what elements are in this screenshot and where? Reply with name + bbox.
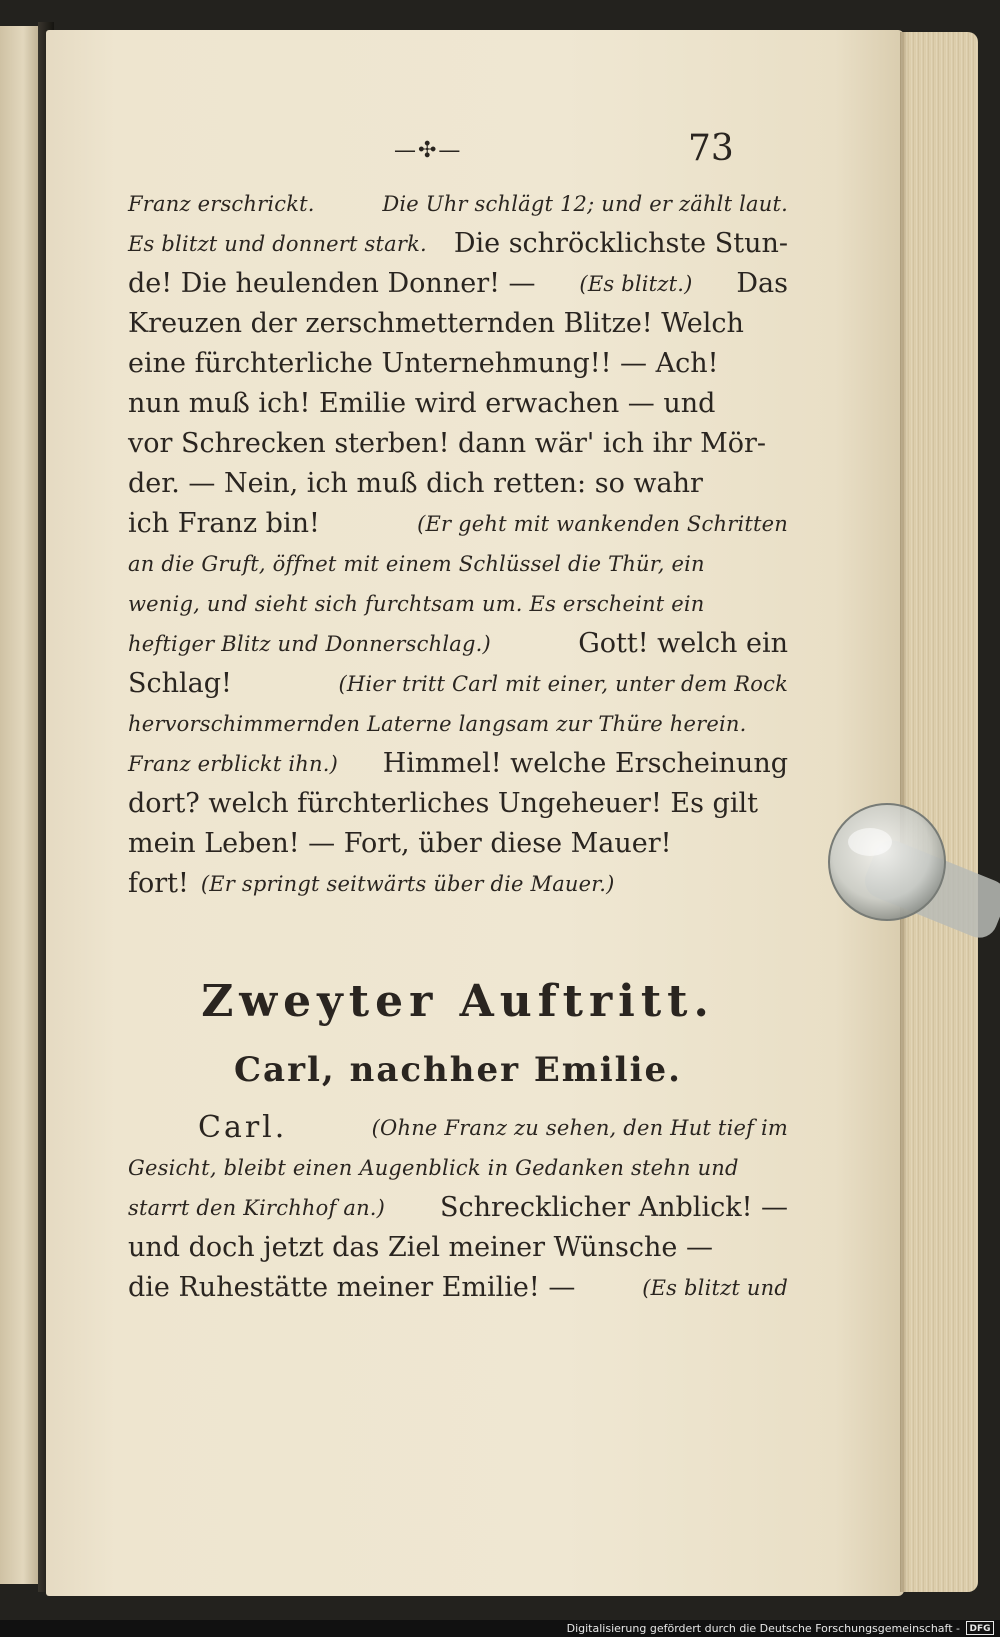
- dialogue-text: Schrecklicher Anblick! —: [440, 1192, 788, 1223]
- stage-direction: (Er geht mit wankenden Schritten: [417, 512, 788, 536]
- dialogue-text: mein Leben! — Fort, über diese Mauer!: [128, 828, 672, 859]
- dialogue-text: fort!: [128, 868, 189, 899]
- stage-direction: (Ohne Franz zu sehen, den Hut tief im: [371, 1116, 788, 1140]
- dialogue-text: der. — Nein, ich muß dich retten: so wahr: [128, 468, 703, 499]
- header-ornament: —✣—: [394, 138, 463, 163]
- dialogue-text: de! Die heulenden Donner! —: [128, 268, 536, 299]
- stage-direction: Es blitzt und donnert stark.: [128, 232, 427, 256]
- stage-direction: (Hier tritt Carl mit einer, unter dem Rock: [338, 672, 788, 696]
- text-line: [128, 584, 788, 624]
- text-line: [128, 744, 788, 784]
- stage-direction: wenig, und sieht sich furchtsam um. Es erscheint ein: [128, 592, 705, 616]
- stage-direction: Die Uhr schlägt 12; und er zählt laut.: [382, 192, 788, 216]
- dialogue-text: dort? welch fürchterliches Ungeheuer! Es gilt: [128, 788, 758, 819]
- text-line: [128, 184, 788, 224]
- text-line: [128, 504, 788, 544]
- stage-direction: (Er springt seitwärts über die Mauer.): [200, 872, 615, 896]
- left-page-edge: [0, 26, 42, 1584]
- page-header: [128, 128, 788, 184]
- stage-direction: Franz erschrickt.: [128, 192, 315, 216]
- text-line: [128, 1108, 788, 1148]
- scene-persons: Carl, nachher Emilie.: [234, 1050, 682, 1090]
- dfg-logo: DFG: [966, 1621, 994, 1635]
- stage-direction: (Es blitzt.): [579, 272, 693, 296]
- text-line: [128, 864, 788, 904]
- text-line: [128, 824, 788, 864]
- text-line: [128, 1228, 788, 1268]
- dialogue-text: ich Franz bin!: [128, 508, 320, 539]
- dialogue-text: und doch jetzt das Ziel meiner Wünsche —: [128, 1232, 713, 1263]
- text-line: [128, 1188, 788, 1228]
- text-line: [128, 664, 788, 704]
- text-line: [128, 304, 788, 344]
- scene-title: Zweyter Auftritt.: [201, 976, 715, 1027]
- text-line: [128, 424, 788, 464]
- stage-direction: Franz erblickt ihn.): [128, 752, 338, 776]
- dialogue-text: Die schröcklichste Stun-: [453, 228, 788, 259]
- page-text: [128, 128, 788, 1308]
- text-line: [128, 1148, 788, 1188]
- text-line: [128, 624, 788, 664]
- stage-direction: (Es blitzt und: [642, 1276, 788, 1300]
- dialogue-text: Kreuzen der zerschmetternden Blitze! Welch: [128, 308, 744, 339]
- dialogue-text: Das: [736, 268, 788, 299]
- text-line: [128, 384, 788, 424]
- funding-credit: Digitalisierung gefördert durch die Deutsche Forschungsgemeinschaft -: [566, 1622, 960, 1635]
- page-weight-glass: [822, 800, 1000, 950]
- text-line: [128, 784, 788, 824]
- stage-direction: an die Gruft, öffnet mit einem Schlüssel die Thür, ein: [128, 552, 705, 576]
- text-line: [128, 264, 788, 304]
- page-number: 73: [688, 128, 734, 169]
- text-line: [128, 464, 788, 504]
- dialogue-text: nun muß ich! Emilie wird erwachen — und: [128, 388, 716, 419]
- text-line: [128, 224, 788, 264]
- text-line: [128, 544, 788, 584]
- dialogue-text: vor Schrecken sterben! dann wär' ich ihr Mör-: [128, 428, 767, 459]
- dialogue-text: Schlag!: [128, 668, 232, 699]
- dialogue-text: eine fürchterliche Unternehmung!! — Ach!: [128, 348, 719, 379]
- stage-direction: starrt den Kirchhof an.): [128, 1196, 386, 1220]
- text-line: [128, 1268, 788, 1308]
- stage-direction: Gesicht, bleibt einen Augenblick in Gedanken stehn und: [128, 1156, 739, 1180]
- stage-direction: hervorschimmernden Laterne langsam zur Thüre herein.: [128, 712, 747, 736]
- dialogue-text: die Ruhestätte meiner Emilie! —: [128, 1272, 576, 1303]
- stage-direction: heftiger Blitz und Donnerschlag.): [128, 632, 491, 656]
- dialogue-text: Himmel! welche Erscheinung: [382, 748, 788, 779]
- text-line: [128, 704, 788, 744]
- text-line: [128, 344, 788, 384]
- speaker-name: Carl.: [198, 1110, 288, 1145]
- dialogue-text: Gott! welch ein: [578, 628, 788, 659]
